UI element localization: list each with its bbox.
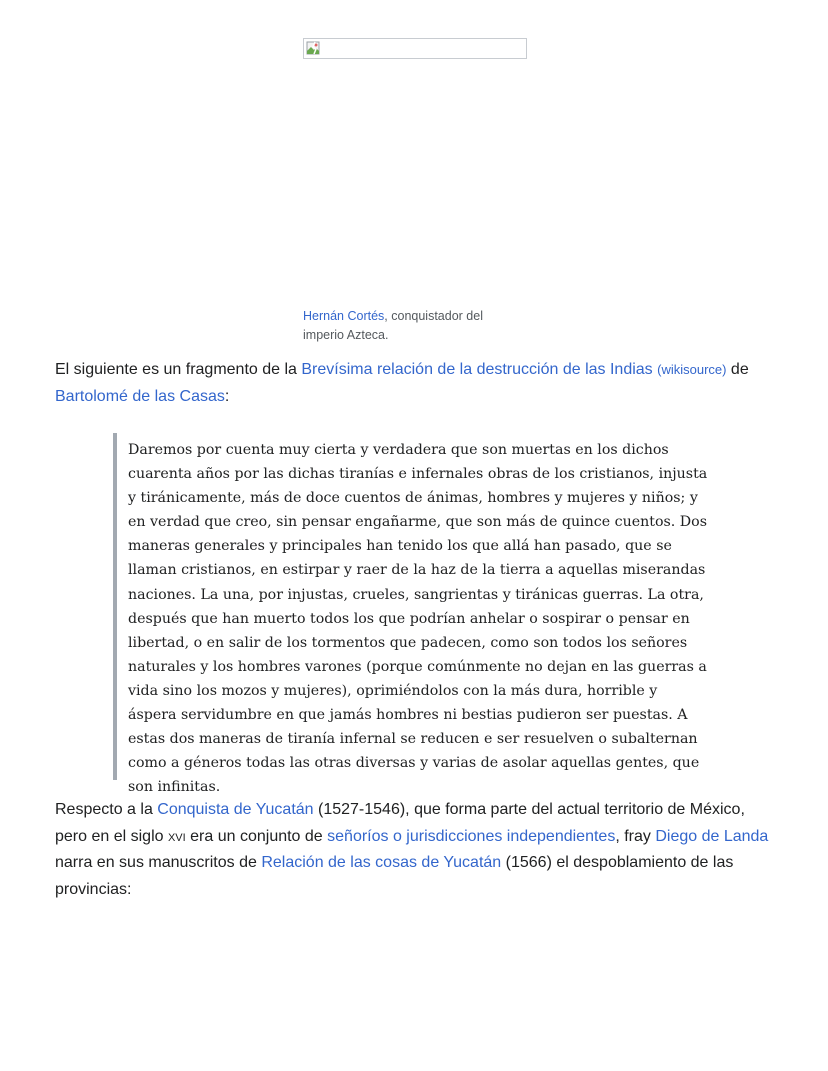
blockquote — [113, 433, 713, 796]
broken-image-icon — [306, 41, 320, 55]
blockquote-text: Daremos por cuenta muy cierta y verdadera que son muertas en los dichos cuarenta años por las dichas tiranías e infernales obras de los cristianos, injusta y tiránicamente, más de doce cuentos de ánimas, hombres y mujeres y niños; y en verdad que creo, sin pensar engañarme, que son más de quince cuentos. Dos maneras generales y principales han tenido los que allá han pasado, que se llaman cristianos, en estirpar y raer de la haz de la tierra a aquellas miserandas naciones. La una, por injustas, crueles, sangrientas y tiránicas guerras. La otra, después que han muerto todos los que podrían anhelar o sospirar o pensar en libertad, o en salir de los tormentos que padecen, como son todos los señores naturales y los hombres varones (porque comúnmente no dejan en las guerras a vida sino los mozos y mujeres), oprimiéndolos con la más dura, horrible y áspera servidumbre en que jamás hombres ni bestias pudieron ser puestas. A estas dos maneras de tiranía infernal se reducen e ser resuelven o subalternan como a géneros todas las otras diversas y varias de asolar aquellas gentes, que son infinitas. — [128, 442, 708, 796]
yucatan-text-1: (1527-1546), que forma parte del actual territorio de México, pero en el siglo — [55, 801, 745, 845]
yucatan-paragraph — [55, 797, 771, 903]
caption-link-hernan-cortes[interactable]: Hernán Cortés — [303, 309, 385, 323]
intro-text-after: : — [224, 387, 230, 405]
intro-text-de: de — [726, 361, 749, 378]
yucatan-text-3: , fray — [615, 827, 656, 845]
link-bartolome-de-las-casas[interactable]: Bartolomé de las Casas — [55, 387, 225, 405]
figure-image[interactable] — [303, 38, 527, 59]
yucatan-text-2: era un conjunto de — [185, 827, 328, 845]
yucatan-text-4: narra en sus manuscritos de — [55, 854, 262, 871]
figure-caption — [303, 307, 503, 345]
link-conquista-de-yucatan[interactable]: Conquista de Yucatán — [157, 801, 314, 818]
caption-text: , conquistador del imperio Azteca. — [303, 309, 483, 342]
link-relacion-cosas-yucatan[interactable]: Relación de las cosas de Yucatán — [261, 854, 502, 871]
yucatan-text-5: (1566) el despoblamiento de las provincias: — [55, 854, 734, 898]
figure — [303, 38, 527, 59]
intro-text-before: El siguiente es un fragmento de la — [55, 361, 302, 378]
intro-paragraph — [55, 357, 771, 410]
yucatan-text-respecto: Respecto a la — [55, 801, 158, 818]
century-numeral: xvi — [167, 827, 186, 845]
link-diego-de-landa[interactable]: Diego de Landa — [655, 827, 769, 845]
link-brevisima-relacion[interactable]: Brevísima relación de la destrucción de las Indias — [301, 361, 653, 378]
link-senorios[interactable]: señoríos o jurisdicciones independientes — [327, 827, 616, 845]
link-wikisource[interactable]: (wikisource) — [657, 362, 727, 377]
